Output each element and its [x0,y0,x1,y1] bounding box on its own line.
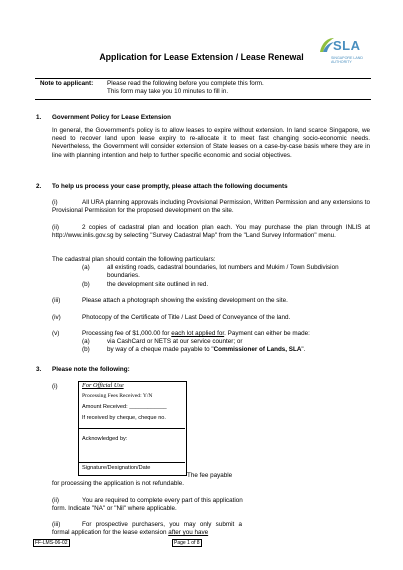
box-divider-2 [78,462,185,463]
item-i-number: (i) [52,199,58,206]
section-3-heading: Please note the following: [52,366,130,373]
item-3iii-number: (iii) [52,521,61,528]
item-iv-text: Photocopy of the Certificate of Title / Last Deed of Conveyance of the land. [82,314,291,321]
section-2-number: 2. [36,183,42,190]
item-v-text: Processing fee of $1,000.00 for each lot applied for. Payment can either be made: [82,330,310,337]
bottom-rule [35,99,371,100]
item-i-text: All URA planning approvals including Provisional Permission, Written Permission and any extensions to Provisional Permission for the proposed development on the site. [52,199,370,215]
item-a-text: all existing roads, cadastral boundaries, lot numbers and Mukim / Town Subdivision boundaries. [107,264,339,280]
item-3ii-number: (ii) [52,497,59,504]
item-3ii-text: You are required to complete every part of this application form. Indicate "NA" or "Nil" where applicable. [52,497,243,513]
item-vb-number: (b) [82,346,90,353]
item-va-text: via CashCard or NETS at our service counter; or [107,338,243,345]
item-a-number: (a) [82,264,90,271]
item-3iii-text: For prospective purchasers, you may only submit a formal application for the lease extension after you have [52,521,242,537]
official-use-label: For Official Use [82,382,124,389]
box-divider-1 [78,428,185,429]
section-1-body: In general, the Government's policy is to allow leases to expire without extension. In land scarce Singapore, we need to recover land upon lease expiry to re-allocate it to meet fast changing socio-economic needs. Nevertheless, the Government will consider extension of State leases on a case-by-case basis where they are in line with planning intention and help to further specific economic and social objectives. [52,127,370,159]
signature-label: Signature/Designation/Date [82,465,151,471]
form-code: FF-LMS-06-02 [35,540,68,546]
amount-received-label: Amount Received: ____________ [82,404,167,410]
fee-not-refundable-text: for processing the application is not refundable. [52,480,184,487]
item-va-number: (a) [82,338,90,345]
section-3-number: 3. [36,366,42,373]
item-3i-number: (i) [52,383,58,390]
item-vb-text: by way of a cheque made payable to "Commissioner of Lands, SLA". [107,346,306,353]
logo-text: SLA [333,38,361,53]
item-b-text: the development site outlined in red. [107,281,209,288]
cadastral-intro: The cadastral plan should contain the following particulars: [52,256,216,263]
item-iii-number: (iii) [52,297,61,304]
fee-payable-text: The fee payable [187,472,233,479]
item-ii-number: (ii) [52,224,59,231]
note-label: Note to applicant: [40,80,94,87]
top-rule [35,78,371,79]
fees-received-label: Processing Fees Received: Y/N [82,393,153,399]
section-2-heading: To help us process your case promptly, please attach the following documents [52,183,288,190]
cheque-number-label: If received by cheque, cheque no. [82,415,166,421]
section-1-number: 1. [36,114,42,121]
page-number: Page 1 of 8 [174,540,200,546]
acknowledged-by-label: Acknowledged by: [82,436,128,442]
note-line-2: This form may take you 10 minutes to fill in. [107,88,229,95]
page-title: Application for Lease Extension / Lease Renewal [99,52,304,62]
item-v-number: (v) [52,330,60,337]
note-line-1: Please read the following before you complete this form. [107,80,264,87]
item-b-number: (b) [82,281,90,288]
logo-subtitle: SINGAPORE LAND AUTHORITY [331,56,363,65]
item-iv-number: (iv) [52,314,61,321]
item-iii-text: Please attach a photograph showing the existing development on the site. [82,297,288,304]
section-1-heading: Government Policy for Lease Extension [52,114,171,121]
item-ii-text: 2 copies of cadastral plan and location plan each. You may purchase the plan through INLIS at http://www.inlis.gov.sg by selecting "Survey Cadastral Map" from the "Land Survey Information" menu. [52,224,370,240]
